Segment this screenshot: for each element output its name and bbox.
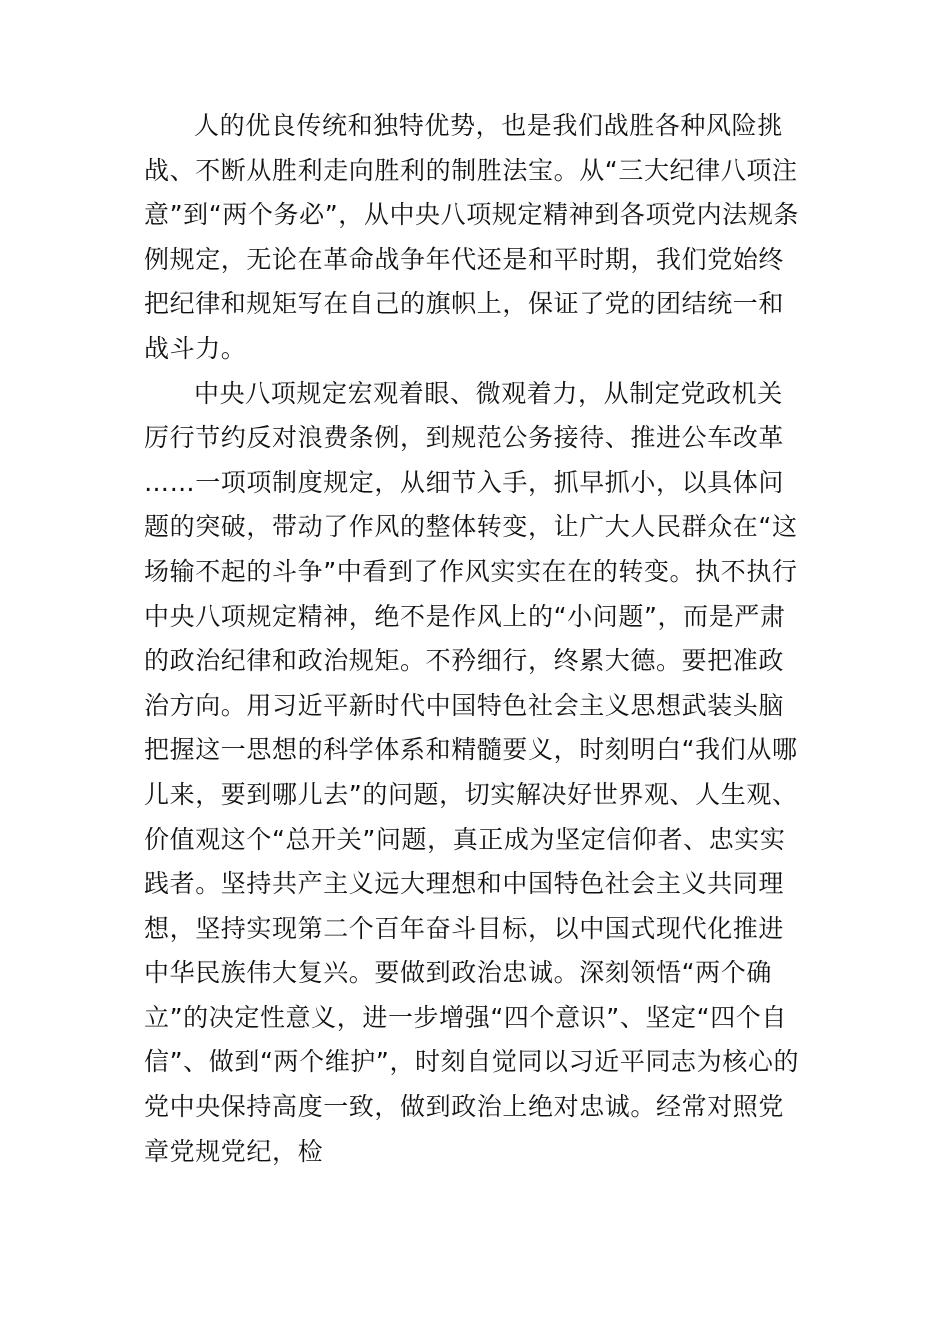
text-line: 的政治纪律和政治规矩。不矜细行，终累大德。要把准政 (144, 646, 785, 676)
text-line: ……一项项制度规定，从细节入手，抓早抓小，以具体问 (144, 467, 785, 497)
paragraph-start-line: 中央八项规定宏观着眼、微观着力，从制定党政机关 (194, 378, 783, 408)
text-line: 战斗力。 (144, 333, 247, 363)
text-line: 践者。坚持共产主义远大理想和中国特色社会主义共同理 (144, 869, 785, 899)
text-line: 把握这一思想的科学体系和精髓要义，时刻明白“我们从哪 (144, 735, 798, 765)
text-line: 战、不断从胜利走向胜利的制胜法宝。从“三大纪律八项注 (144, 155, 798, 185)
text-line: 党中央保持高度一致，做到政治上绝对忠诚。经常对照党 (144, 1092, 785, 1122)
text-line: 场输不起的斗争”中看到了作风实实在在的转变。执不执行 (144, 556, 798, 586)
text-line: 信”、做到“两个维护”，时刻自觉同以习近平同志为核心的 (144, 1047, 800, 1077)
text-line: 把纪律和规矩写在自己的旗帜上，保证了党的团结统一和 (144, 289, 785, 319)
text-line: 题的突破，带动了作风的整体转变，让广大人民群众在“这 (144, 512, 798, 542)
text-line: 意”到“两个务必”，从中央八项规定精神到各项党内法规条 (144, 200, 800, 230)
text-line: 治方向。用习近平新时代中国特色社会主义思想武装头脑 (144, 690, 785, 720)
text-line: 中华民族伟大复兴。要做到政治忠诚。深刻领悟“两个确 (144, 958, 772, 988)
text-line: 中央八项规定精神，绝不是作风上的“小问题”，而是严肃 (144, 601, 786, 631)
text-line: 人的优良传统和独特优势，也是我们战胜各种风险挑 (194, 111, 783, 140)
text-line: 儿来，要到哪儿去”的问题，切实解决好世界观、人生观、 (144, 779, 798, 809)
text-line: 厉行节约反对浪费条例，到规范公务接待、推进公车改革 (144, 423, 785, 453)
text-line: 价值观这个“总开关”问题，真正成为坚定信仰者、忠实实 (144, 824, 786, 854)
text-line: 例规定，无论在革命战争年代还是和平时期，我们党始终 (144, 244, 785, 274)
text-line: 立”的决定性意义，进一步增强“四个意识”、坚定“四个自 (144, 1002, 788, 1032)
text-line: 想，坚持实现第二个百年奋斗目标，以中国式现代化推进 (144, 913, 785, 943)
document-body (144, 104, 808, 1174)
text-line: 章党规党纪，检 (144, 1136, 324, 1166)
